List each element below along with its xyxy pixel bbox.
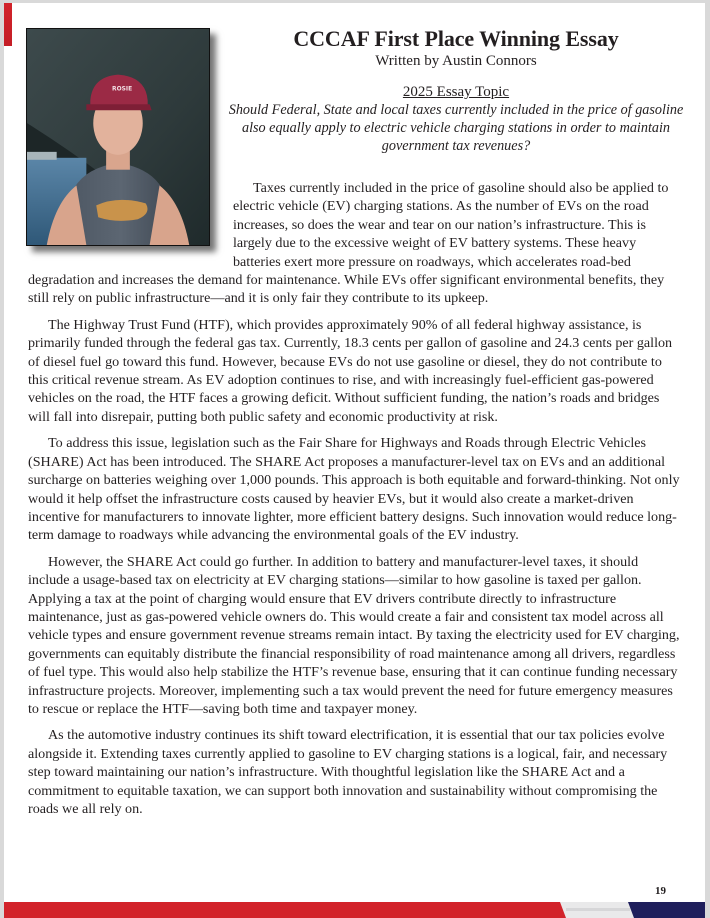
- red-corner-tab: [4, 3, 12, 46]
- essay-header: [224, 25, 688, 155]
- page-title: CCCAF First Place Winning Essay: [293, 26, 619, 51]
- flag-stripe-icon: [4, 902, 705, 918]
- document-page: [4, 3, 705, 918]
- page-number: 19: [655, 885, 666, 897]
- essay-paragraph-2: The Highway Trust Fund (HTF), which provides approximately 90% of all federal highway assistance, is primarily funded through the federal gas tax. Currently, 18.3 cents per gallon of gasoline and 24.3 cents per gallon of diesel fuel go toward this fund. However, because EVs do not use gasoline or diesel, they do not contribute to this critical revenue stream. As EV adoption continues to rise, and with increasingly fuel-efficient gas-powered vehicles on the road, the HTF faces a growing deficit. Without sufficient funding, the nation’s roads and bridges will fall into disrepair, putting both public safety and economic productivity at risk.: [28, 316, 673, 425]
- topic-question: Should Federal, State and local taxes currently included in the price of gasoline also equally apply to electric vehicle charging stations in order to maintain government tax revenues?: [228, 102, 684, 154]
- svg-text:ROSIE: ROSIE: [112, 85, 133, 93]
- essay-paragraph-1: Taxes currently included in the price of gasoline should also be applied to electric vehicle (EV) charging stations. As the number of EVs on the road increases, so does the wear and tear on our nation’s infrastructure. This is largely due to the excessive weight of EV battery systems. These heavy batteries exert more pressure on roadways, which accelerates road-bed degradation and increases the demand for maintenance. While EVs offer significant environmental benefits, they still rely on public infrastructure—and it is only fair they contribute to its upkeep.: [28, 180, 669, 307]
- topic-label: 2025 Essay Topic: [402, 84, 510, 100]
- essay-paragraph-5: As the automotive industry continues its shift toward electrification, it is essential that our tax policies evolve alongside it. Extending taxes currently applied to gasoline to EV charging stations is a logical, fair, and necessary step toward maintaining our nation’s infrastructure. With thoughtful legislation like the SHARE Act and a commitment to equitable taxation, we can support both innovation and sustainability without compromising the roads we all rely on.: [28, 727, 668, 817]
- photo-wrap-spacer: [28, 179, 233, 255]
- essay-paragraph-3: To address this issue, legislation such as the Fair Share for Highways and Roads through Electric Vehicles (SHARE) Act has been introduced. The SHARE Act proposes a manufacturer-level tax on EVs and an additional surcharge on batteries weighing over 1,000 pounds. This approach is both equitable and forward-thinking. Not only would it help offset the infrastructure costs caused by heavier EVs, but it would also create a market-driven incentive for manufacturers to innovate lighter, more efficient battery designs. Such innovation would reduce long-term damage to roadways while advancing the environmental goals of the EV industry.: [28, 435, 680, 544]
- footer-flag-stripe: [4, 902, 705, 918]
- essay-paragraph-4: However, the SHARE Act could go further. In addition to battery and manufacturer-level taxes, it should include a usage-based tax on electricity at EV charging stations—similar to how gasoline is taxed per gallon. Applying a tax at the point of charging would ensure that EV drivers contribute directly to infrastructure maintenance, just as gas-powered vehicle owners do. This would create a fair and consistent tax model across all vehicle types and ensure government revenue streams remain intact. By taxing the electricity used for EV charging, governments can equitably distribute the financial responsibility of road maintenance among all drivers, regardless of fuel type. This would also help stabilize the HTF’s revenue base, ensuring that it can continue funding necessary infrastructure projects. Moreover, implementing such a tax would prevent the need for future emergency measures to rescue or replace the HTF—saving both time and taxpayer money.: [28, 553, 680, 717]
- essay-body: [28, 179, 683, 826]
- author-byline: Written by Austin Connors: [375, 53, 537, 69]
